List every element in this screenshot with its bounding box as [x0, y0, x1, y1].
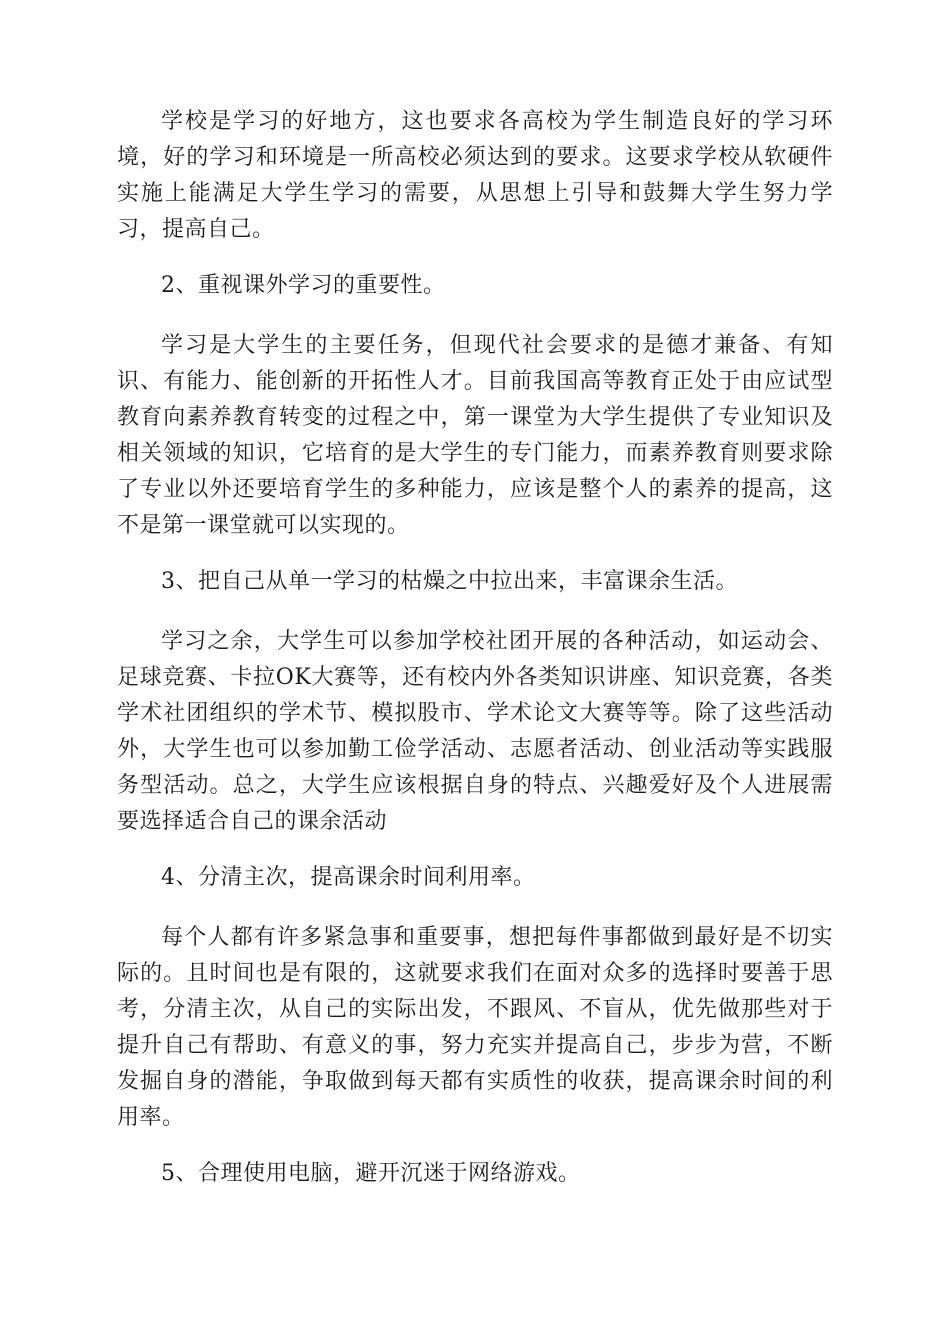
section-heading: 2、重视课外学习的重要性。 — [161, 273, 446, 298]
section-heading: 5、合理使用电脑，避开沉迷于网络游戏。 — [161, 1161, 581, 1186]
body-paragraph: 学习之余，大学生可以参加学校社团开展的各种活动，如运动会、足球竞赛、卡拉OK大赛等，还有校内外各类知识讲座、知识竞赛，各类学术社团组织的学术节、模拟股市、学术论文大赛等等。除了这些活动外，大学生也可以参加勤工俭学活动、志愿者活动、创业活动等实践服务型活动。总之，大学生应该根据自身的特点、兴趣爱好及个人进展需要选择适合自己的课余活动 — [117, 629, 833, 834]
body-paragraph: 每个人都有许多紧急事和重要事，想把每件事都做到最好是不切实际的。且时间也是有限的，这就要求我们在面对众多的选择时要善于思考，分清主次，从自己的实际出发，不跟风、不盲从，优先做那些对于提升自己有帮助、有意义的事，努力充实并提高自己，步步为营，不断发掘自身的潜能，争取做到每天都有实质性的收获，提高课余时间的利用率。 — [117, 925, 833, 1130]
body-paragraph: 学习是大学生的主要任务，但现代社会要求的是德才兼备、有知识、有能力、能创新的开拓性人才。目前我国高等教育正处于由应试型教育向素养教育转变的过程之中，第一课堂为大学生提供了专业知识及相关领域的知识，它培育的是大学生的专门能力，而素养教育则要求除了专业以外还要培育学生的多种能力，应该是整个人的素养的提高，这不是第一课堂就可以实现的。 — [117, 333, 833, 538]
body-paragraph: 学校是学习的好地方，这也要求各高校为学生制造良好的学习环境，好的学习和环境是一所高校必须达到的要求。这要求学校从软硬件实施上能满足大学生学习的需要，从思想上引导和鼓舞大学生努力学习，提高自己。 — [117, 109, 833, 242]
section-heading: 4、分清主次，提高课余时间利用率。 — [161, 865, 536, 890]
section-heading: 3、把自己从单一学习的枯燥之中拉出来，丰富课余生活。 — [161, 569, 738, 594]
